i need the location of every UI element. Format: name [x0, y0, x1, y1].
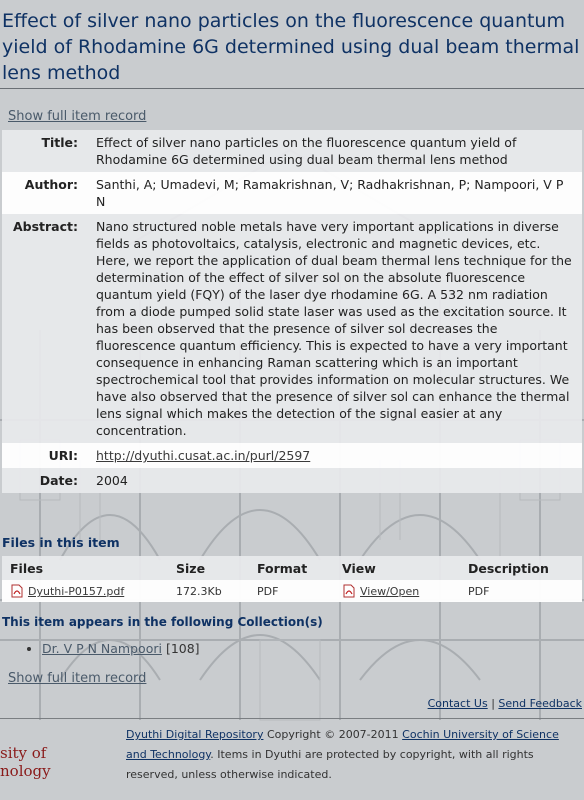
column-header-format: Format — [249, 556, 334, 580]
show-full-record-link[interactable]: Show full item record — [8, 109, 147, 124]
metadata-row-uri — [2, 443, 582, 468]
collection-count: [108] — [165, 641, 200, 656]
show-full-record-link-bottom[interactable]: Show full item record — [8, 671, 147, 686]
page-title: Effect of silver nano particles on the fluorescence quantum yield of Rhodamine 6G determined using dual beam thermal lens method — [0, 0, 584, 89]
column-header-files: Files — [2, 556, 168, 580]
pdf-icon — [342, 584, 356, 598]
metadata-label: Title: — [2, 130, 92, 172]
metadata-value-title: Effect of silver nano particles on the fluorescence quantum yield of Rhodamine 6G determined using dual beam thermal lens method — [92, 130, 582, 172]
column-header-description: Description — [460, 556, 582, 580]
metadata-label: Author: — [2, 172, 92, 214]
metadata-value-date: 2004 — [92, 468, 582, 493]
logo-line-2: nology — [0, 762, 51, 780]
logo-line-1: sity of — [0, 744, 47, 762]
metadata-row-title — [2, 130, 582, 172]
files-table-header — [2, 556, 582, 580]
footer-copyright — [126, 725, 566, 785]
metadata-label: Abstract: — [2, 214, 92, 443]
metadata-label: Date: — [2, 468, 92, 493]
contact-us-link[interactable]: Contact Us — [427, 697, 488, 710]
footer-separator: | — [491, 697, 495, 710]
files-section-heading: Files in this item — [2, 535, 120, 550]
copyright-text: Copyright © 2007-2011 — [263, 728, 403, 741]
metadata-value-author: Santhi, A; Umadevi, M; Ramakrishnan, V; Radhakrishnan, P; Nampoori, V P N — [92, 172, 582, 214]
file-size: 172.3Kb — [168, 580, 249, 602]
metadata-label: URI: — [2, 443, 92, 468]
uri-link[interactable]: http://dyuthi.cusat.ac.in/purl/2597 — [96, 448, 311, 463]
footer-divider — [0, 718, 584, 719]
collections-list — [0, 641, 584, 656]
send-feedback-link[interactable]: Send Feedback — [498, 697, 582, 710]
footer-links — [428, 697, 582, 710]
column-header-view: View — [334, 556, 460, 580]
university-link[interactable]: Cochin University of Science and Technology — [126, 728, 559, 761]
metadata-value-uri — [92, 443, 582, 468]
file-description: PDF — [460, 580, 582, 602]
view-open-link[interactable]: View/Open — [360, 585, 420, 598]
table-row — [2, 580, 582, 602]
file-format: PDF — [249, 580, 334, 602]
pdf-icon — [10, 584, 24, 598]
view-cell — [334, 580, 460, 602]
column-header-size: Size — [168, 556, 249, 580]
metadata-row-author — [2, 172, 582, 214]
rights-text: . Items in Dyuthi are protected by copyright, with all rights reserved, unless otherwise indicated. — [126, 748, 534, 781]
files-table — [2, 556, 582, 602]
metadata-value-abstract: Nano structured noble metals have very important applications in diverse fields as photovoltaics, catalysis, electronic and magnetic devices, etc. Here, we report the application of dual beam thermal lens technique for the determination of the effect of silver sol on the absolute fluorescence quantum yield (FQY) of the laser dye rhodamine 6G. A 532 nm radiation from a diode pumped solid state laser was used as the excitation source. It has been observed that the presence of silver sol decreases the fluorescence quantum efficiency. This is expected to have a very important consequence in enhancing Raman scattering which is an important spectrochemical tool that provides information on molecular structures. We have also observed that the presence of silver sol can enhance the thermal lens signal which makes the detection of the signal easier at any concentration. — [92, 214, 582, 443]
collections-heading: This item appears in the following Collection(s) — [2, 615, 323, 629]
list-item — [42, 641, 584, 656]
item-metadata-table — [2, 130, 582, 493]
collection-link[interactable]: Dr. V P N Nampoori — [42, 641, 162, 656]
metadata-row-date — [2, 468, 582, 493]
repository-link[interactable]: Dyuthi Digital Repository — [126, 728, 264, 741]
file-name-link[interactable]: Dyuthi-P0157.pdf — [28, 585, 125, 598]
file-cell — [2, 580, 168, 602]
university-logo-text — [0, 744, 51, 780]
metadata-row-abstract — [2, 214, 582, 443]
